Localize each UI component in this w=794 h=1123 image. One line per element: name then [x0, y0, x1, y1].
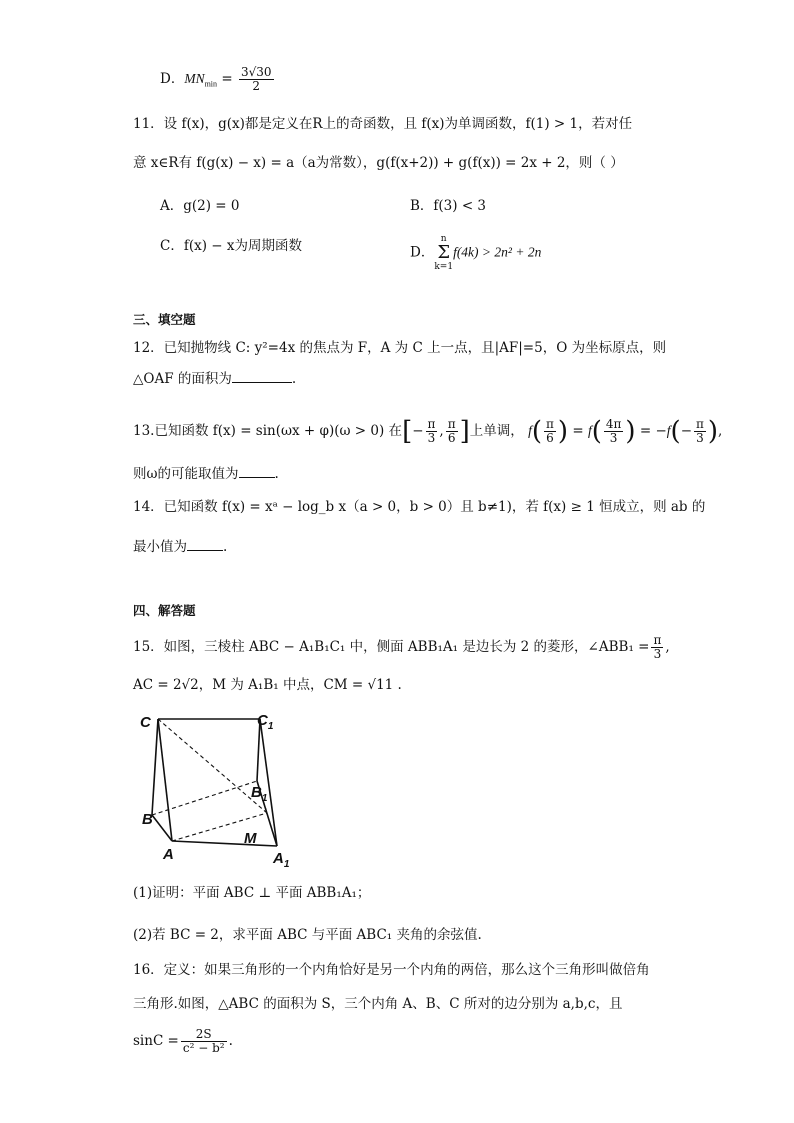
label-b1: $B_1$ [251, 784, 268, 804]
q11-option-d: D．n Σ k=1f(4k) > 2n² + 2n [410, 234, 542, 272]
summation-symbol: n Σ k=1 [434, 234, 454, 272]
q11-line1: 11．设 f(x)，g(x)都是定义在R上的奇函数，且 f(x)为单调函数，f(1) > 1，若对任 [133, 116, 633, 132]
q10-option-d: D．$MN_{min}$ = $\frac{3√30}{2}$ [160, 65, 272, 93]
prism-figure [130, 705, 300, 870]
edge-c-b [152, 719, 158, 815]
q15-part1: (1)证明：平面 ABC ⊥ 平面 ABB₁A₁； [133, 885, 371, 901]
q16-fraction: $\frac{2S}{\text{c² − b²}}$ [182, 1027, 225, 1055]
q11-line2: 意 x∈R有 f(g(x) − x) = a（a为常数），g(f(x+2)) + g(f(x)) = 2x + 2，则（ ） [133, 155, 624, 171]
q16-line2: 三角形.如图，△ABC 的面积为 S，三个内角 A、B、C 所对的边分别为 a,b,c，且 [133, 996, 623, 1012]
q13-line1: 13.已知函数 f(x) = sin(ωx + φ)(ω > 0) 在[− $\frac{\pi}{3}$ , $\frac{\pi}{6}$ ]上单调， f( $\frac{\pi}{6}$ ) = f( $\frac{4\pi}{3}$ ) = −f(− $\frac{\pi}{3}$ ), [133, 416, 723, 447]
edge-c1-a1 [260, 719, 277, 846]
q16-line3: sinC = $\frac{2S}{\text{c² − b²}}$ . [133, 1027, 233, 1055]
label-c1: $C_1$ [257, 712, 274, 732]
edge-a-a1 [172, 841, 277, 846]
label-c: C [140, 714, 151, 731]
q11-option-c: C．f(x) − x为周期函数 [160, 238, 302, 254]
q13-line2: 则ω的可能取值为 . [133, 463, 279, 484]
section-title-fill-in: 三、填空题 [133, 312, 196, 327]
q16-line1: 16．定义：如果三角形的一个内角恰好是另一个内角的两倍，那么这个三角形叫做倍角 [133, 962, 650, 978]
q15-line2: AC = 2√2，M 为 A₁B₁ 中点，CM = √11 . [133, 677, 402, 693]
edge-c-a [158, 719, 172, 841]
label-a1: $A_1$ [273, 850, 290, 870]
q12-line1: 12．已知抛物线 C: y²=4x 的焦点为 F，A 为 C 上一点，且|AF|=5，O 为坐标原点，则 [133, 340, 667, 356]
section-title-solution: 四、解答题 [133, 603, 196, 618]
q14-line2: 最小值为 . [133, 536, 227, 557]
q14-line1: 14．已知函数 f(x) = xᵃ − log_b x（a > 0，b > 0）且 b≠1)，若 f(x) ≥ 1 恒成立，则 ab 的 [133, 499, 706, 515]
label-m: M [244, 830, 257, 847]
label-a: A [163, 846, 174, 863]
q11-option-b: B．f(3) < 3 [410, 198, 487, 214]
q15-part2: (2)若 BC = 2，求平面 ABC 与平面 ABC₁ 夹角的余弦值. [133, 927, 482, 943]
q10-option-d-fraction: $\frac{3√30}{2}$ [240, 65, 272, 93]
answer-blank [239, 463, 275, 478]
q15-line1: 15．如图，三棱柱 ABC − A₁B₁C₁ 中，侧面 ABB₁A₁ 是边长为 2 的菱形，∠ABB₁ = $\frac{\pi}{3}$ , [133, 633, 670, 661]
q12-line2: △OAF 的面积为 . [133, 368, 296, 389]
label-b: B [142, 811, 153, 828]
q11-option-a: A．g(2) = 0 [160, 198, 240, 214]
answer-blank [232, 368, 292, 383]
answer-blank [187, 536, 223, 551]
